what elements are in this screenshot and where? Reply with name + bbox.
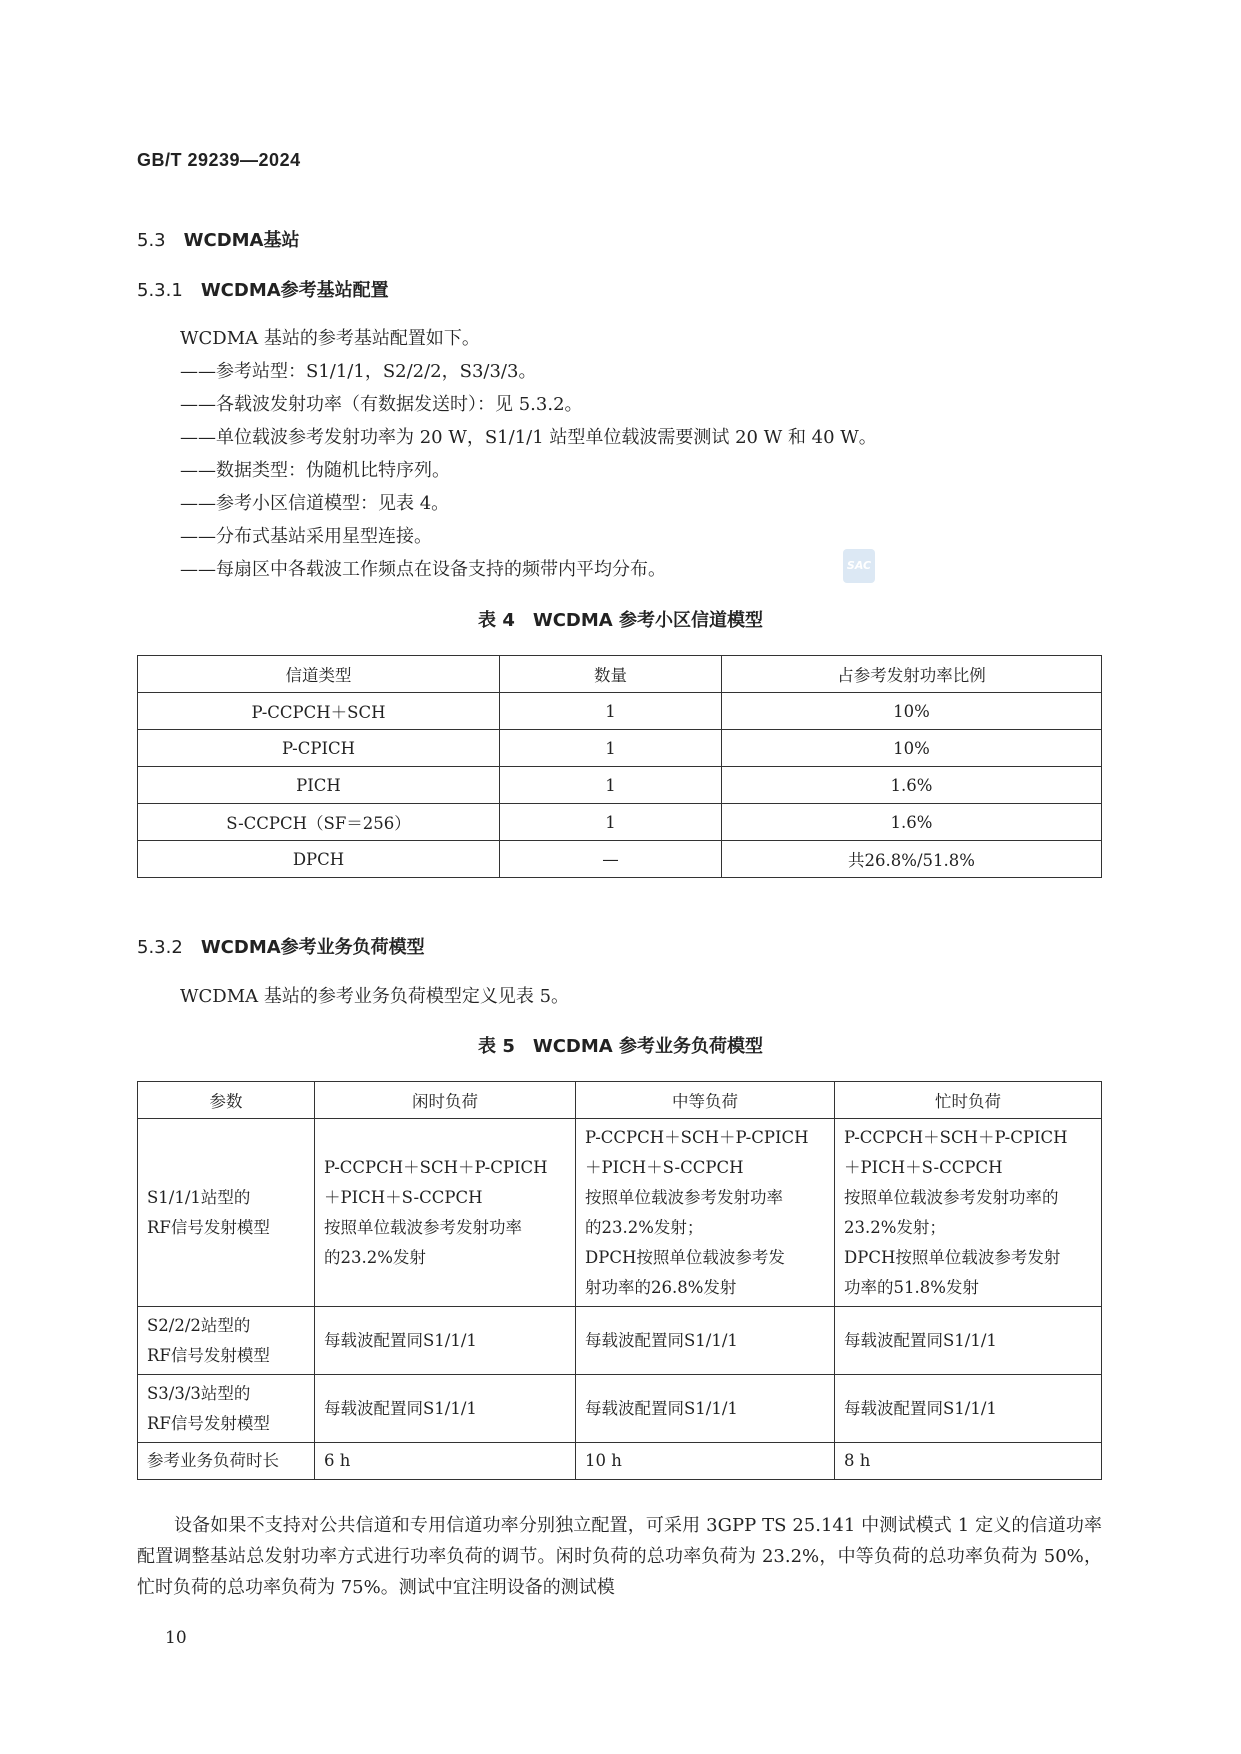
config-intro: WCDMA 基站的参考基站配置如下。 (180, 328, 480, 349)
section-heading-5-3 (137, 226, 300, 252)
config-item: ——单位载波参考发射功率为 20 W，S1/1/1 站型单位载波需要测试 20 W 和 40 W。 (180, 427, 877, 448)
table-header-row (138, 1082, 1102, 1119)
table4-caption: 表 4 WCDMA 参考小区信道模型 (478, 610, 763, 631)
cell: 共26.8%/51.8% (722, 841, 1102, 878)
cell: P-CCPCH＋SCH＋P-CPICH ＋PICH＋S-CCPCH 按照单位载波参考发射功率 的23.2%发射； DPCH按照单位载波参考发 射功率的26.8%发射 (576, 1119, 835, 1307)
cell: 8 h (835, 1443, 1102, 1480)
cell: 1.6% (722, 767, 1102, 804)
config-item: ——每扇区中各载波工作频点在设备支持的频带内平均分布。 (180, 559, 666, 580)
cell: P-CPICH (138, 730, 500, 767)
cell: 每载波配置同S1/1/1 (315, 1307, 576, 1375)
cell: 10% (722, 730, 1102, 767)
section-number: 5.3.1 (137, 280, 183, 301)
cell: 1 (500, 767, 722, 804)
cell: P-CCPCH＋SCH＋P-CPICH ＋PICH＋S-CCPCH 按照单位载波参考发射功率 的23.2%发射 (315, 1119, 576, 1307)
cell: 每载波配置同S1/1/1 (315, 1375, 576, 1443)
header-cell: 参数 (138, 1082, 315, 1119)
table-row (138, 1119, 1102, 1307)
page-number: 10 (165, 1628, 187, 1648)
cell: S2/2/2站型的 RF信号发射模型 (138, 1307, 315, 1375)
closing-paragraph: 设备如果不支持对公共信道和专用信道功率分别独立配置，可采用 3GPP TS 25.141 中测试模式 1 定义的信道功率配置调整基站总发射功率方式进行功率负荷的调节。闲时负荷的总功率负荷为 23.2%，中等负荷的总功率负荷为 50%，忙时负荷的总功率负荷为 75%。测试中宜注明设备的测试模 (137, 1515, 1102, 1598)
table-row (138, 767, 1102, 804)
header-cell: 数量 (500, 656, 722, 693)
header-cell: 忙时负荷 (835, 1082, 1102, 1119)
cell: 1 (500, 730, 722, 767)
table-row (138, 730, 1102, 767)
section-heading-5-3-2 (137, 933, 425, 959)
cell: 每载波配置同S1/1/1 (835, 1375, 1102, 1443)
section-title: WCDMA参考业务负荷模型 (200, 937, 425, 958)
config-item: ——分布式基站采用星型连接。 (180, 526, 432, 547)
table-row (138, 693, 1102, 730)
cell: 每载波配置同S1/1/1 (576, 1375, 835, 1443)
cell: 1 (500, 693, 722, 730)
header-cell: 信道类型 (138, 656, 500, 693)
sac-watermark-logo: SAC (843, 549, 875, 583)
table5-load-model (137, 1081, 1102, 1480)
table-row (138, 1443, 1102, 1480)
table-row (138, 804, 1102, 841)
cell: 10% (722, 693, 1102, 730)
document-header: GB/T 29239—2024 (137, 150, 301, 170)
cell: 每载波配置同S1/1/1 (576, 1307, 835, 1375)
cell: P-CCPCH＋SCH (138, 693, 500, 730)
paragraph: WCDMA 基站的参考业务负荷模型定义见表 5。 (180, 986, 570, 1007)
cell: 1 (500, 804, 722, 841)
table-row (138, 841, 1102, 878)
config-item: ——参考站型：S1/1/1，S2/2/2，S3/3/3。 (180, 361, 537, 382)
cell: 10 h (576, 1443, 835, 1480)
header-cell: 中等负荷 (576, 1082, 835, 1119)
section-title: WCDMA基站 (183, 230, 300, 251)
cell: S-CCPCH（SF＝256） (138, 804, 500, 841)
table-row (138, 1307, 1102, 1375)
table4-channel-model (137, 655, 1102, 878)
cell: P-CCPCH＋SCH＋P-CPICH ＋PICH＋S-CCPCH 按照单位载波参考发射功率的 23.2%发射； DPCH按照单位载波参考发射 功率的51.8%发射 (835, 1119, 1102, 1307)
table-header-row (138, 656, 1102, 693)
cell: 参考业务负荷时长 (138, 1443, 315, 1480)
config-item: ——数据类型：伪随机比特序列。 (180, 460, 450, 481)
cell: 每载波配置同S1/1/1 (835, 1307, 1102, 1375)
header-cell: 占参考发射功率比例 (722, 656, 1102, 693)
config-item: ——参考小区信道模型：见表 4。 (180, 493, 450, 514)
cell: DPCH (138, 841, 500, 878)
cell: S1/1/1站型的 RF信号发射模型 (138, 1119, 315, 1307)
table5-caption: 表 5 WCDMA 参考业务负荷模型 (478, 1036, 763, 1057)
config-item: ——各载波发射功率（有数据发送时）：见 5.3.2。 (180, 394, 583, 415)
cell: — (500, 841, 722, 878)
section-title: WCDMA参考基站配置 (200, 280, 389, 301)
cell: 6 h (315, 1443, 576, 1480)
section-number: 5.3.2 (137, 937, 183, 958)
cell: S3/3/3站型的 RF信号发射模型 (138, 1375, 315, 1443)
section-number: 5.3 (137, 230, 166, 251)
table-row (138, 1375, 1102, 1443)
header-cell: 闲时负荷 (315, 1082, 576, 1119)
cell: 1.6% (722, 804, 1102, 841)
section-heading-5-3-1 (137, 276, 389, 302)
cell: PICH (138, 767, 500, 804)
